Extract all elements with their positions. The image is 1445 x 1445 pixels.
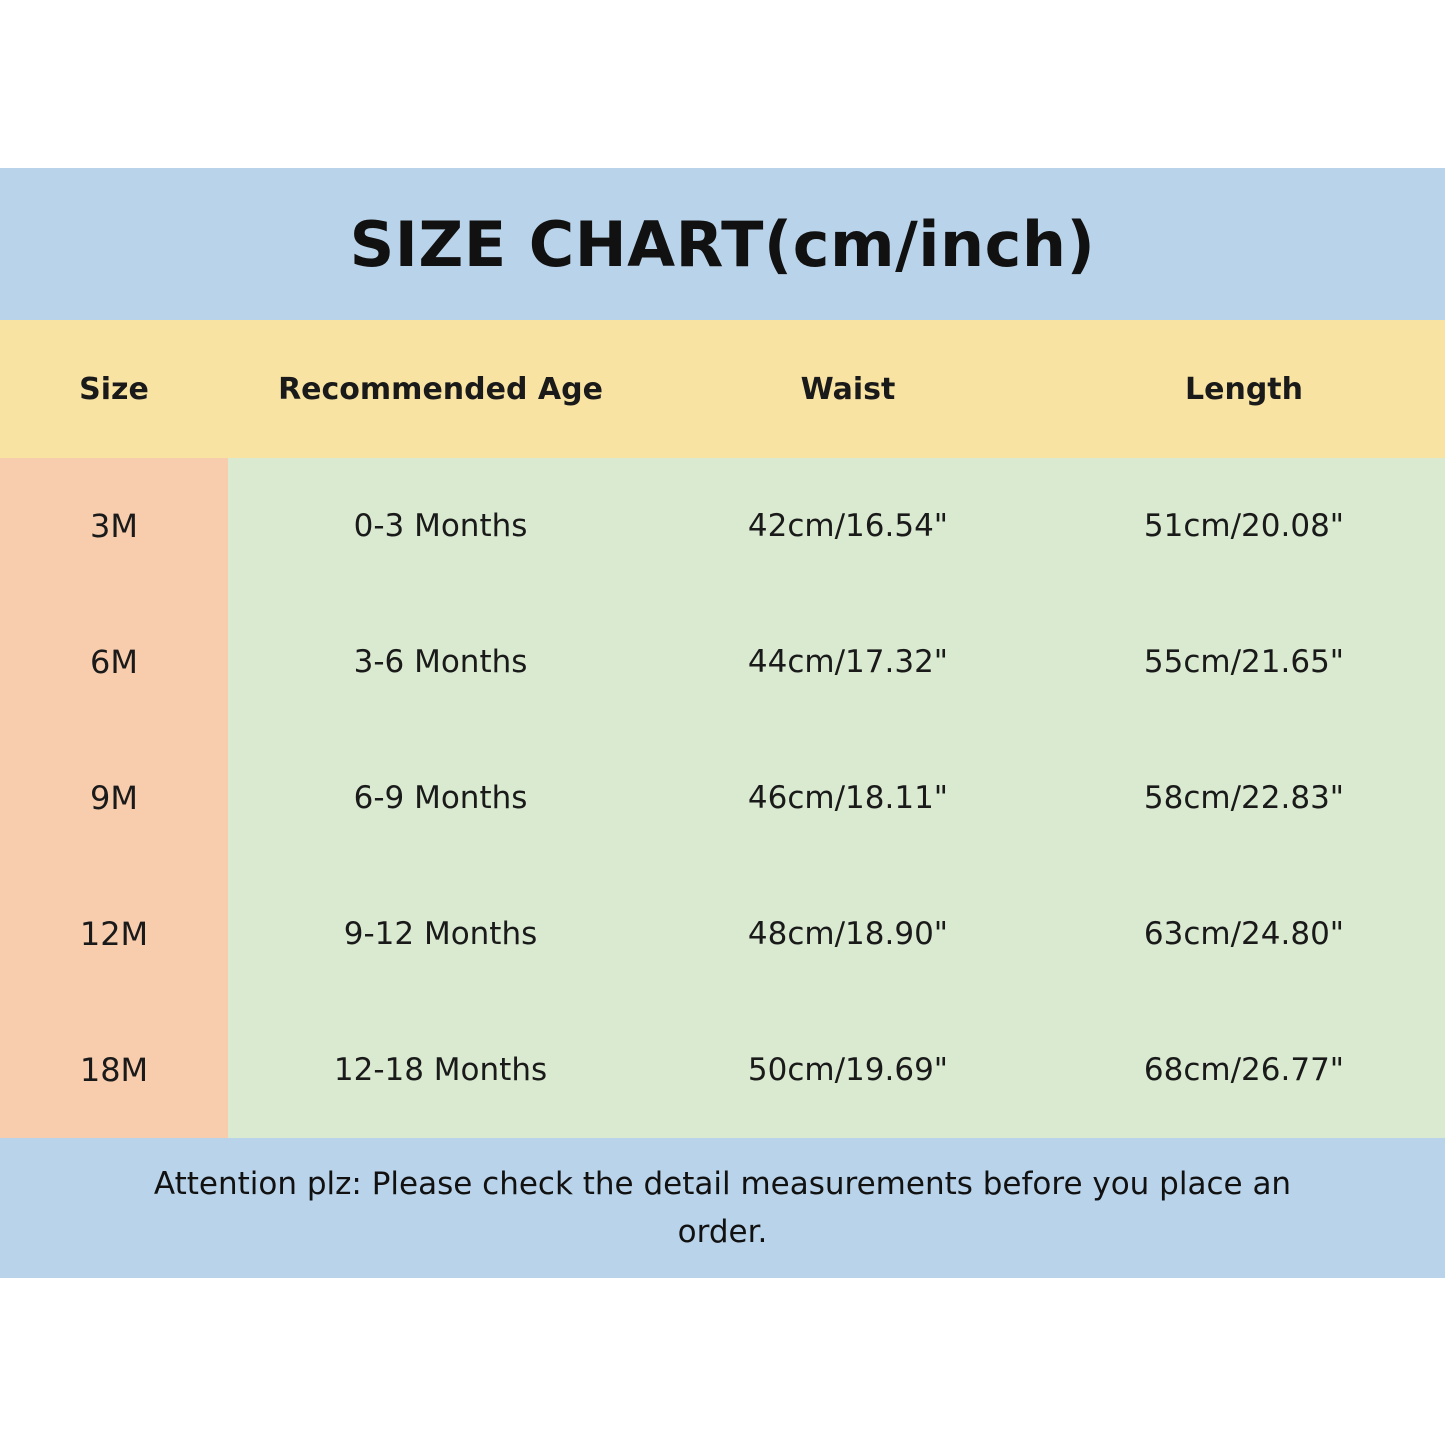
cell-size: 18M <box>79 1051 149 1089</box>
cell-waist: 44cm/17.32" <box>747 644 949 680</box>
table-row <box>0 458 1445 594</box>
cell-age: 6-9 Months <box>353 780 528 816</box>
cell-age: 3-6 Months <box>353 644 528 680</box>
table-row <box>0 1002 1445 1138</box>
column-header-length: Length <box>1185 371 1303 407</box>
attention-note <box>0 1138 1445 1278</box>
column-header-waist: Waist <box>800 371 896 407</box>
cell-size: 6M <box>90 643 138 681</box>
page-title: SIZE CHART(cm/inch) <box>349 207 1096 281</box>
table-body <box>0 458 1445 1138</box>
cell-length: 55cm/21.65" <box>1143 644 1345 680</box>
cell-size: 3M <box>90 507 138 545</box>
cell-length: 68cm/26.77" <box>1143 1052 1345 1088</box>
attention-note-line-2: order. <box>677 1214 768 1250</box>
cell-waist: 50cm/19.69" <box>747 1052 949 1088</box>
column-header-recommended-age: Recommended Age <box>278 371 603 407</box>
cell-waist: 42cm/16.54" <box>747 508 949 544</box>
cell-length: 51cm/20.08" <box>1143 508 1345 544</box>
table-header-row <box>0 320 1445 458</box>
cell-length: 58cm/22.83" <box>1143 780 1345 816</box>
size-chart <box>0 168 1445 1278</box>
cell-waist: 48cm/18.90" <box>747 916 949 952</box>
cell-waist: 46cm/18.11" <box>747 780 949 816</box>
table-row <box>0 866 1445 1002</box>
cell-age: 0-3 Months <box>353 508 528 544</box>
cell-age: 9-12 Months <box>343 916 538 952</box>
chart-title-band <box>0 168 1445 320</box>
attention-note-line-1: Attention plz: Please check the detail measurements before you place an <box>153 1165 1292 1202</box>
cell-size: 9M <box>90 779 138 817</box>
cell-size: 12M <box>79 915 149 953</box>
table-row <box>0 730 1445 866</box>
cell-length: 63cm/24.80" <box>1143 916 1345 952</box>
column-header-size: Size <box>79 371 149 407</box>
cell-age: 12-18 Months <box>333 1052 548 1088</box>
table-row <box>0 594 1445 730</box>
